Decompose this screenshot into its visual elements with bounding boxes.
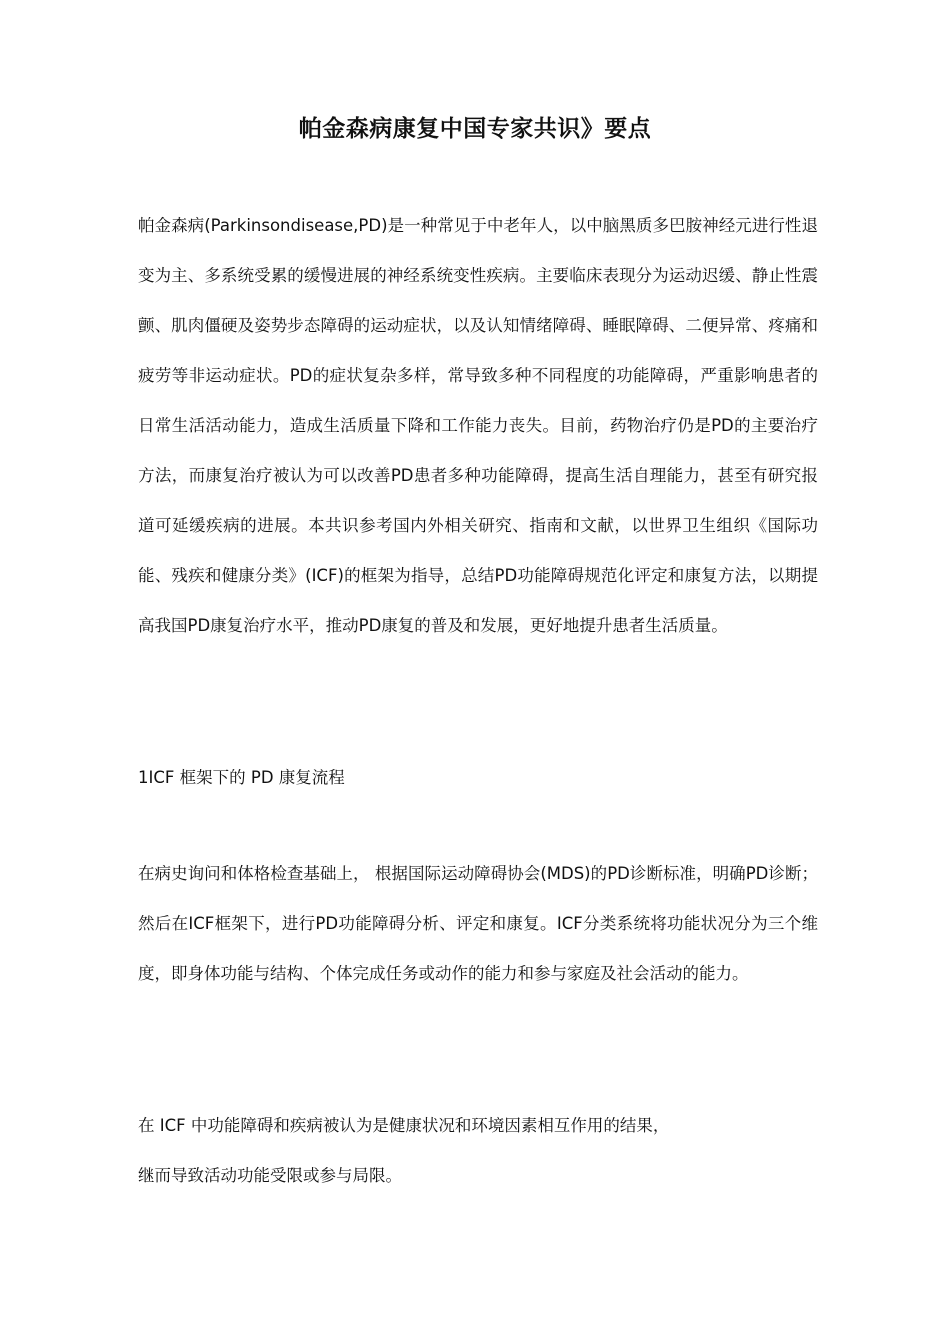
section-paragraph-1: 在病史询问和体格检查基础上， 根据国际运动障碍协会(MDS)的PD诊断标准，明确PD诊断；然后在ICF框架下，进行PD功能障碍分析、评定和康复。ICF分类系统将功能状况分为三个维度，即身体功能与结构、个体完成任务或动作的能力和参与家庭及社会活动的能力。 bbox=[138, 864, 818, 983]
section-heading: 1ICF 框架下的 PD 康复流程 bbox=[138, 768, 345, 787]
intro-paragraph: 帕金森病(Parkinsondisease,PD)是一种常见于中老年人，以中脑黑质多巴胺神经元进行性退变为主、多系统受累的缓慢进展的神经系统变性疾病。主要临床表现分为运动迟缓、静止性震颤、肌肉僵硬及姿势步态障碍的运动症状，以及认知情绪障碍、睡眠障碍、二便异常、疼痛和疲劳等非运动症状。PD的症状复杂多样，常导致多种不同程度的功能障碍，严重影响患者的日常生活活动能力，造成生活质量下降和工作能力丧失。目前，药物治疗仍是PD的主要治疗方法，而康复治疗被认为可以改善PD患者多种功能障碍，提高生活自理能力，甚至有研究报道可延缓疾病的进展。本共识参考国内外相关研究、指南和文献，以世界卫生组织《国际功能、残疾和健康分类》(ICF)的框架为指导，总结PD功能障碍规范化评定和康复方法，以期提高我国PD康复治疗水平，推动PD康复的普及和发展，更好地提升患者生活质量。 bbox=[138, 216, 818, 635]
document-title: 帕金森病康复中国专家共识》要点 bbox=[298, 116, 652, 142]
section-paragraph-2-line-2: 继而导致活动功能受限或参与局限。 bbox=[138, 1166, 402, 1185]
section-paragraph-2-line-1: 在 ICF 中功能障碍和疾病被认为是健康状况和环境因素相互作用的结果， bbox=[138, 1116, 670, 1135]
section-paragraph-2 bbox=[138, 1101, 818, 1201]
